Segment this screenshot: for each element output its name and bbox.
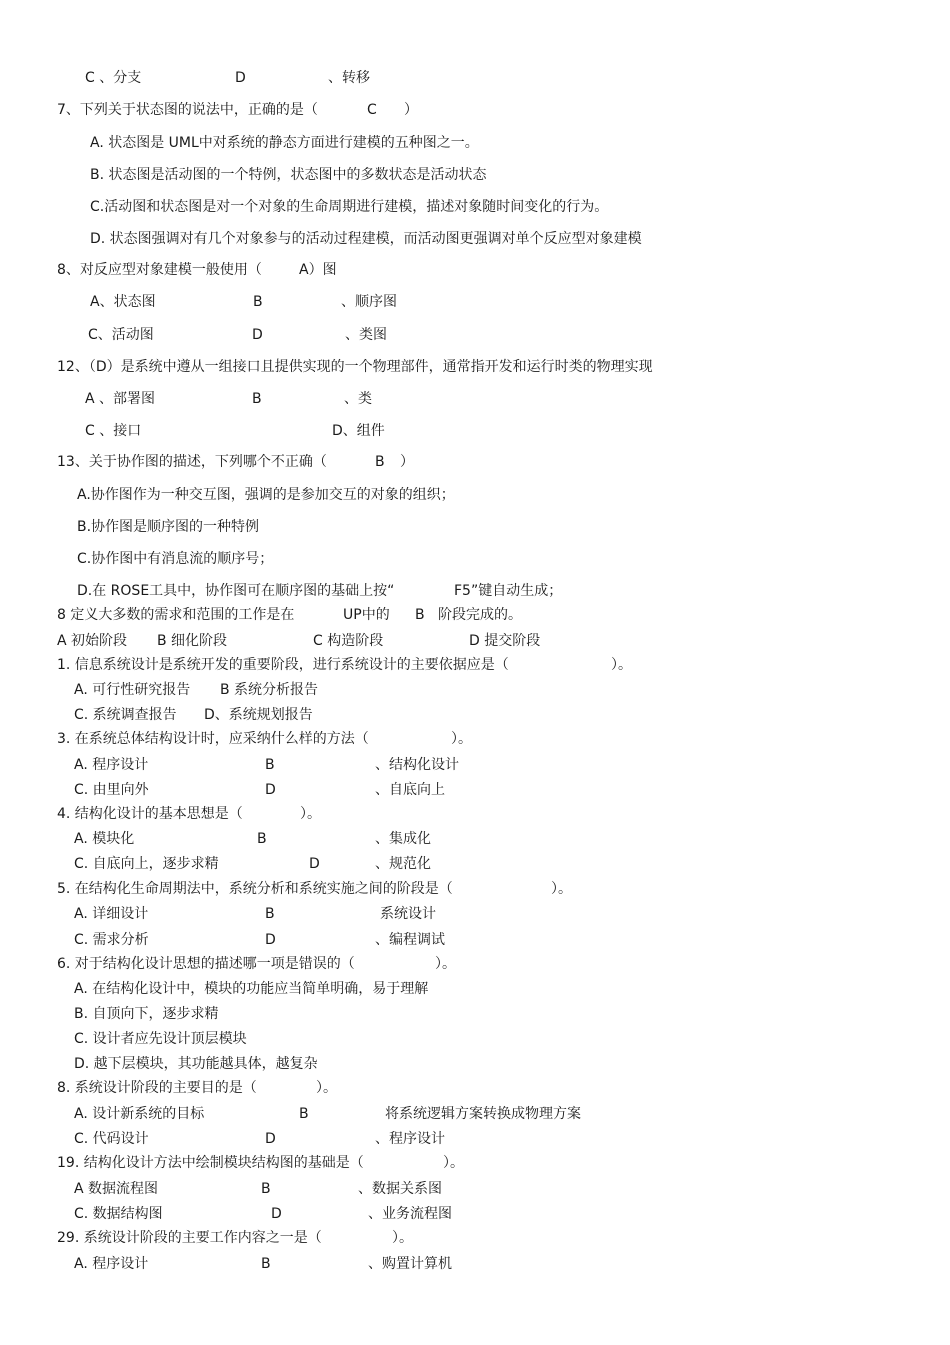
- text-segment: ）。: [611, 657, 632, 673]
- text-segment: D: [252, 327, 263, 343]
- text-segment: C.协作图中有消息流的顺序号；: [77, 551, 274, 567]
- option-line: [0, 704, 950, 726]
- option-line: [0, 828, 950, 850]
- text-segment: C. 代码设计: [74, 1131, 149, 1147]
- option-line: [0, 1253, 950, 1275]
- text-segment: 系统设计: [380, 906, 436, 922]
- option-line: [0, 1203, 950, 1225]
- text-segment: 、结构化设计: [375, 757, 459, 773]
- answer-text: B: [375, 454, 385, 470]
- text-segment: D.在 ROSE工具中，协作图可在顺序图的基础上按“: [77, 583, 395, 599]
- option-line: [0, 388, 950, 410]
- option-line: [0, 324, 950, 346]
- text-segment: ）。: [451, 731, 472, 747]
- text-segment: D、系统规划报告: [204, 707, 313, 723]
- text-segment: C. 数据结构图: [74, 1206, 163, 1222]
- question-line: [0, 1152, 950, 1174]
- text-segment: 12、（D）是系统中遵从一组接口且提供实现的一个物理部件，通常指开发和运行时类的物理实现: [57, 359, 653, 375]
- text-segment: UP中的: [343, 607, 390, 623]
- question-line: [0, 259, 950, 281]
- question-line: [0, 1227, 950, 1249]
- text-segment: C. 由里向外: [74, 782, 149, 798]
- question-line: [0, 728, 950, 750]
- option-line: [0, 679, 950, 701]
- text-segment: A 数据流程图: [74, 1181, 159, 1197]
- text-segment: 19. 结构化设计方法中绘制模块结构图的基础是（: [57, 1155, 364, 1171]
- text-segment: D、组件: [332, 423, 385, 439]
- option-line: [0, 1178, 950, 1200]
- text-segment: 、转移: [328, 70, 370, 86]
- text-segment: ）。: [435, 956, 456, 972]
- text-segment: ）。: [443, 1155, 464, 1171]
- text-segment: C. 设计者应先设计顶层模块: [74, 1031, 247, 1047]
- text-segment: 阶段完成的。: [438, 607, 522, 623]
- text-segment: 、数据关系图: [358, 1181, 442, 1197]
- text-segment: B: [299, 1106, 309, 1122]
- option-line: [0, 580, 950, 602]
- text-segment: A. 详细设计: [74, 906, 149, 922]
- text-segment: D: [271, 1206, 282, 1222]
- text-segment: 5. 在结构化生命周期法中，系统分析和系统实施之间的阶段是（: [57, 881, 453, 897]
- text-segment: D: [265, 932, 276, 948]
- text-segment: 6. 对于结构化设计思想的描述哪一项是错误的（: [57, 956, 355, 972]
- text-segment: ）: [404, 102, 418, 118]
- text-segment: C. 系统调查报告: [74, 707, 177, 723]
- option-line: [0, 196, 950, 218]
- text-segment: B 细化阶段: [157, 633, 228, 649]
- text-segment: A 初始阶段: [57, 633, 128, 649]
- text-segment: 、购置计算机: [368, 1256, 452, 1272]
- text-segment: B: [265, 757, 275, 773]
- text-segment: C.活动图和状态图是对一个对象的生命周期进行建模，描述对象随时间变化的行为。: [90, 199, 609, 215]
- text-segment: C 构造阶段: [313, 633, 384, 649]
- text-segment: 、程序设计: [375, 1131, 445, 1147]
- text-segment: A. 程序设计: [74, 1256, 149, 1272]
- text-segment: C、活动图: [88, 327, 154, 343]
- option-line: [0, 164, 950, 186]
- text-segment: F5”键自动生成；: [454, 583, 563, 599]
- option-line: [0, 853, 950, 875]
- text-segment: 3. 在系统总体结构设计时，应采纳什么样的方法（: [57, 731, 369, 747]
- question-line: [0, 356, 950, 378]
- text-segment: C 、接口: [85, 423, 142, 439]
- question-line: [0, 1077, 950, 1099]
- text-segment: ）: [400, 454, 414, 470]
- text-segment: 、编程调试: [375, 932, 445, 948]
- option-line: [0, 1053, 950, 1075]
- option-line: [0, 630, 950, 652]
- text-segment: 8. 系统设计阶段的主要目的是（: [57, 1080, 257, 1096]
- option-line: [0, 1103, 950, 1125]
- text-segment: B: [261, 1256, 271, 1272]
- option-line: [0, 978, 950, 1000]
- text-segment: A. 模块化: [74, 831, 135, 847]
- text-segment: 、集成化: [375, 831, 431, 847]
- text-segment: 29. 系统设计阶段的主要工作内容之一是（: [57, 1230, 322, 1246]
- text-segment: D: [309, 856, 320, 872]
- option-line: [0, 291, 950, 313]
- text-segment: B: [261, 1181, 271, 1197]
- option-line: [0, 228, 950, 250]
- question-line: [0, 99, 950, 121]
- option-line: [0, 132, 950, 154]
- answer-text: C: [367, 102, 377, 118]
- text-segment: 、规范化: [375, 856, 431, 872]
- text-segment: 、业务流程图: [368, 1206, 452, 1222]
- text-segment: A. 状态图是 UML中对系统的静态方面进行建模的五种图之一。: [90, 135, 479, 151]
- question-line: [0, 654, 950, 676]
- question-line: [0, 604, 950, 626]
- text-line: [0, 67, 950, 89]
- text-segment: A. 可行性研究报告: [74, 682, 191, 698]
- text-segment: B: [265, 906, 275, 922]
- text-segment: B. 自顶向下，逐步求精: [74, 1006, 219, 1022]
- text-segment: ）。: [392, 1230, 413, 1246]
- text-segment: 1. 信息系统设计是系统开发的重要阶段，进行系统设计的主要依据应是（: [57, 657, 509, 673]
- text-segment: B 系统分析报告: [220, 682, 319, 698]
- text-segment: 8 定义大多数的需求和范围的工作是在: [57, 607, 295, 623]
- text-segment: ）。: [551, 881, 572, 897]
- text-segment: D 提交阶段: [469, 633, 541, 649]
- option-line: [0, 1128, 950, 1150]
- text-segment: ）。: [300, 806, 321, 822]
- text-segment: D: [265, 782, 276, 798]
- text-segment: D: [235, 70, 246, 86]
- text-segment: 、自底向上: [375, 782, 445, 798]
- option-line: [0, 929, 950, 951]
- text-segment: D. 越下层模块，其功能越具体，越复杂: [74, 1056, 318, 1072]
- text-segment: A 、部署图: [85, 391, 156, 407]
- text-segment: 、顺序图: [341, 294, 397, 310]
- question-line: [0, 953, 950, 975]
- text-segment: D: [265, 1131, 276, 1147]
- option-line: [0, 1003, 950, 1025]
- question-line: [0, 451, 950, 473]
- text-segment: A.协作图作为一种交互图，强调的是参加交互的对象的组织；: [77, 487, 455, 503]
- text-segment: 将系统逻辑方案转换成物理方案: [385, 1106, 581, 1122]
- text-segment: A、状态图: [90, 294, 156, 310]
- text-segment: B.协作图是顺序图的一种特例: [77, 519, 260, 535]
- text-segment: 、类: [344, 391, 372, 407]
- text-segment: A. 设计新系统的目标: [74, 1106, 205, 1122]
- option-line: [0, 516, 950, 538]
- text-segment: C 、分支: [85, 70, 142, 86]
- text-segment: 7、下列关于状态图的说法中，正确的是（: [57, 102, 318, 118]
- text-segment: B. 状态图是活动图的一个特例，状态图中的多数状态是活动状态: [90, 167, 487, 183]
- option-line: [0, 548, 950, 570]
- option-line: [0, 754, 950, 776]
- text-segment: 、类图: [345, 327, 387, 343]
- option-line: [0, 779, 950, 801]
- text-segment: C. 自底向上，逐步求精: [74, 856, 219, 872]
- question-line: [0, 803, 950, 825]
- text-segment: B: [253, 294, 263, 310]
- text-segment: A. 程序设计: [74, 757, 149, 773]
- option-line: [0, 420, 950, 442]
- text-segment: A. 在结构化设计中，模块的功能应当简单明确，易于理解: [74, 981, 429, 997]
- text-segment: ）。: [316, 1080, 337, 1096]
- option-line: [0, 1028, 950, 1050]
- option-line: [0, 484, 950, 506]
- answer-text: B: [415, 607, 425, 623]
- text-segment: B: [257, 831, 267, 847]
- text-segment: D. 状态图强调对有几个对象参与的活动过程建模，而活动图更强调对单个反应型对象建模: [90, 231, 642, 247]
- text-segment: B: [252, 391, 262, 407]
- answer-text: A）图: [299, 262, 337, 278]
- question-line: [0, 878, 950, 900]
- text-segment: 13、关于协作图的描述，下列哪个不正确（: [57, 454, 327, 470]
- option-line: [0, 903, 950, 925]
- text-segment: 8、对反应型对象建模一般使用（: [57, 262, 262, 278]
- text-segment: C. 需求分析: [74, 932, 149, 948]
- text-segment: 4. 结构化设计的基本思想是（: [57, 806, 243, 822]
